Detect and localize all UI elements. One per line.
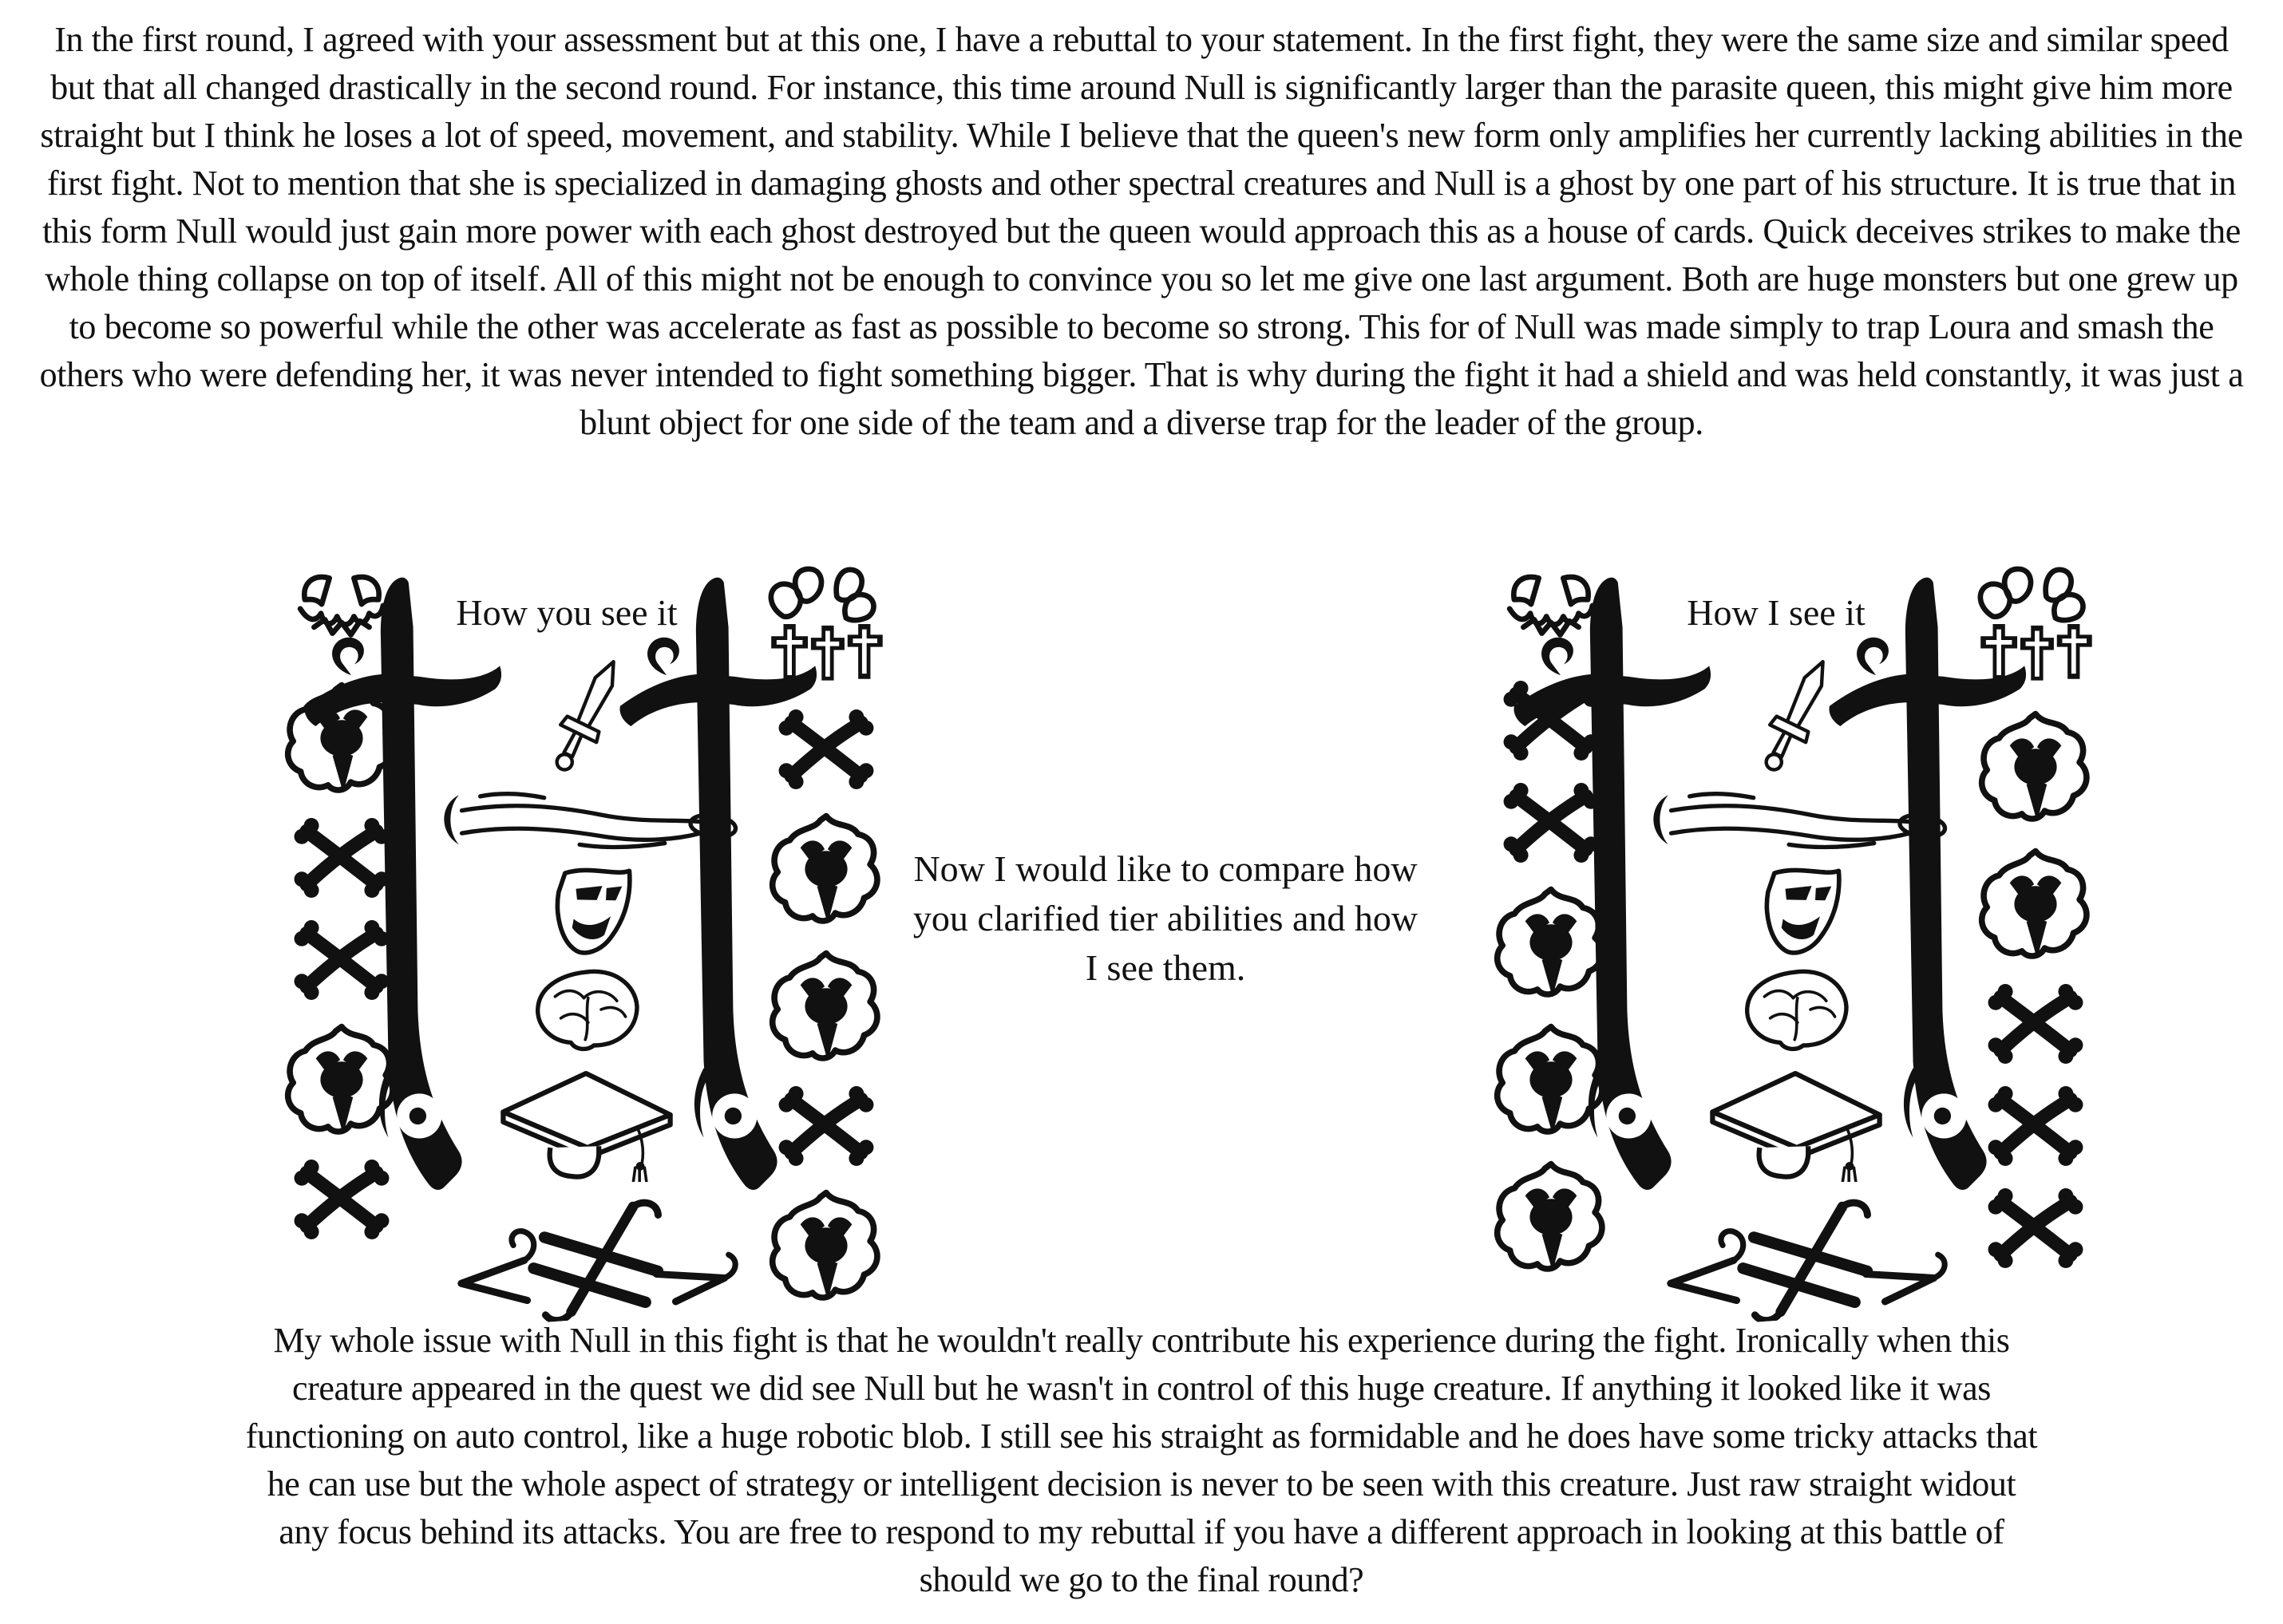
crossed-bones-icon — [1498, 676, 1604, 765]
crossed-bones-icon — [288, 813, 395, 903]
moth-crosses-icon — [1967, 563, 2104, 684]
flame-emblem-icon — [766, 1183, 887, 1308]
crossed-bones-icon — [773, 705, 880, 794]
crossed-bones-icon — [1498, 778, 1604, 867]
crossed-bones-icon — [773, 1081, 880, 1171]
right-symbol-column — [1964, 563, 2107, 1273]
tier-panel-how-you-see-it — [275, 563, 898, 1305]
crossed-bones-icon — [1982, 1183, 2089, 1273]
panel-title-how-i-see-it: How I see it — [1687, 592, 1866, 633]
flame-emblem-icon — [1975, 705, 2096, 829]
flame-emblem-icon — [1490, 1155, 1612, 1279]
flame-emblem-icon — [1490, 1017, 1612, 1142]
crossed-bones-icon — [1982, 1081, 2089, 1171]
cap-icon — [1701, 1061, 1891, 1182]
mask-icon — [1737, 853, 1854, 966]
left-symbol-column — [1485, 567, 1616, 1279]
flame-emblem-icon — [1975, 842, 2096, 966]
crossed-bones-icon — [288, 1155, 395, 1244]
brain-icon — [524, 966, 650, 1053]
center-icon-column — [419, 652, 754, 1319]
pumpkin-face-icon — [295, 567, 388, 644]
tier-panel-how-i-see-it — [1485, 563, 2107, 1305]
panel-title-how-you-see-it: How you see it — [456, 592, 678, 633]
flame-emblem-icon — [281, 1017, 402, 1142]
bottom-paragraph: My whole issue with Null in this fight is that he wouldn't really contribute his experience during the fight. Ironically when this creature appeared in the quest we did see Null but he wasn't in control of this huge creature. If anything it looked like it was functioning on auto control, like a huge robotic blob. I still see his straight as formidable and he does have some tricky attacks that he can use but the whole aspect of strategy or intelligent decision is never to be seen with this creature. Just raw straight widout any focus behind its attacks. You are free to respond to my rebuttal if you have a different approach in looking at this battle of should we go to the final round? — [245, 1321, 2038, 1599]
pumpkin-face-icon — [1505, 567, 1597, 644]
flame-emblem-icon — [281, 676, 402, 800]
wand-icon — [1632, 789, 1961, 853]
flame-emblem-icon — [766, 807, 887, 931]
center-icon-column — [1628, 652, 1964, 1319]
crossed-bones-icon — [1982, 979, 2089, 1069]
mask-icon — [528, 853, 645, 966]
right-symbol-column — [754, 563, 898, 1308]
center-caption: Now I would like to compare how you clarified tier abilities and how I see them. — [912, 848, 1418, 988]
rune-icon — [1621, 1178, 1971, 1330]
left-symbol-column — [275, 567, 407, 1244]
brain-icon — [1733, 966, 1859, 1053]
sword-icon — [1725, 638, 1866, 795]
rune-icon — [412, 1178, 762, 1330]
flame-emblem-icon — [1490, 880, 1612, 1005]
top-paragraph: In the first round, I agreed with your assessment but at this one, I have a rebuttal to your statement. In the first fight, they were the same size and similar speed but that all changed drastically in the second round. For instance, this time around Null is significantly larger than the parasite queen, this might give him more straight but I think he loses a lot of speed, movement, and stability. While I believe that the queen's new form only amplifies her currently lacking abilities in the first fight. Not to mention that she is specialized in damaging ghosts and other spectral creatures and Null is a ghost by one part of his structure. It is true that in this form Null would just gain more power with each ghost destroyed but the queen would approach this as a house of cards. Quick deceives strikes to make the whole thing collapse on top of itself. All of this might not be enough to convince you so let me give one last argument. Both are huge monsters but one grew up to become so powerful while the other was accelerate as fast as possible to become so strong. This for of Null was made simply to trap Loura and smash the others who were defending her, it was never intended to fight something bigger. That is why during the fight it had a shield and was held constantly, it was just a blunt object for one side of the team and a diverse trap for the leader of the group. — [39, 20, 2244, 442]
crossed-bones-icon — [288, 915, 395, 1005]
wand-icon — [422, 789, 751, 853]
cap-icon — [492, 1061, 682, 1182]
sword-icon — [516, 638, 657, 795]
flame-emblem-icon — [766, 944, 887, 1069]
moth-crosses-icon — [758, 563, 895, 684]
